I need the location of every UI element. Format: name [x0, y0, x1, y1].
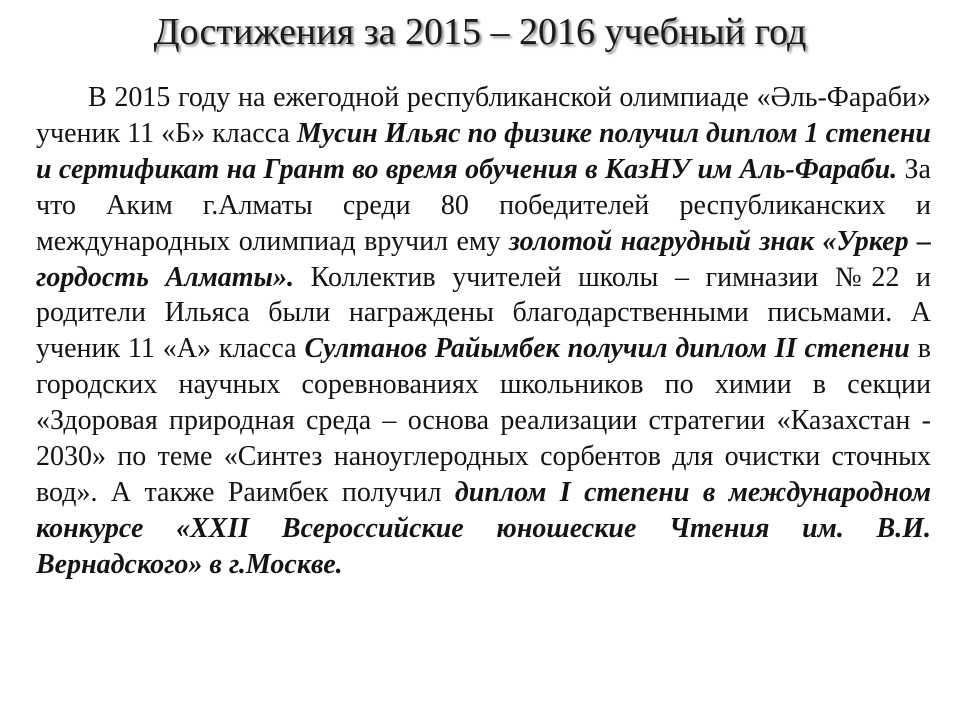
highlight-musin-achievement: Мусин Ильяс по физике получил диплом 1 степени и сертификат на Грант во время обучения в КазНУ им Аль-Фараби.: [36, 117, 932, 185]
text-segment-3: Коллектив учителей школы – гимназии №22 и родители Ильяса были награждены благодарственными письмами. А ученик 11 «А» класса: [36, 261, 932, 365]
highlight-golden-badge: золотой нагрудный знак «Уркер – гордость Алматы».: [36, 225, 931, 293]
text-segment-1: В 2015 году на ежегодной республиканской олимпиаде «Әль-Фараби» ученик 11 «Б» класса: [36, 82, 931, 149]
slide-title: Достижения за 2015 – 2016 учебный год: [153, 11, 807, 53]
achievements-paragraph: [36, 80, 931, 583]
text-segment-4: в городских научных соревнованиях школьников по химии в секции «Здоровая природная среда – основа реализации стратегии «Казахстан - 2030» по теме «Синтез наноуглеродных сорбентов для очистки сточных вод». А также Раимбек получил: [36, 333, 931, 508]
highlight-sultanov-diploma: Султанов Райымбек получил диплом II степени: [304, 333, 910, 365]
highlight-vernadsky-diploma: диплом I степени в международном конкурсе «XXII Всероссийские юношеские Чтения им. В.И. Вернадского» в г.Москве.: [36, 476, 931, 580]
text-segment-2: За что Аким г.Алматы среди 80 победителей республиканских и международных олимпиад вручил ему: [36, 153, 931, 257]
